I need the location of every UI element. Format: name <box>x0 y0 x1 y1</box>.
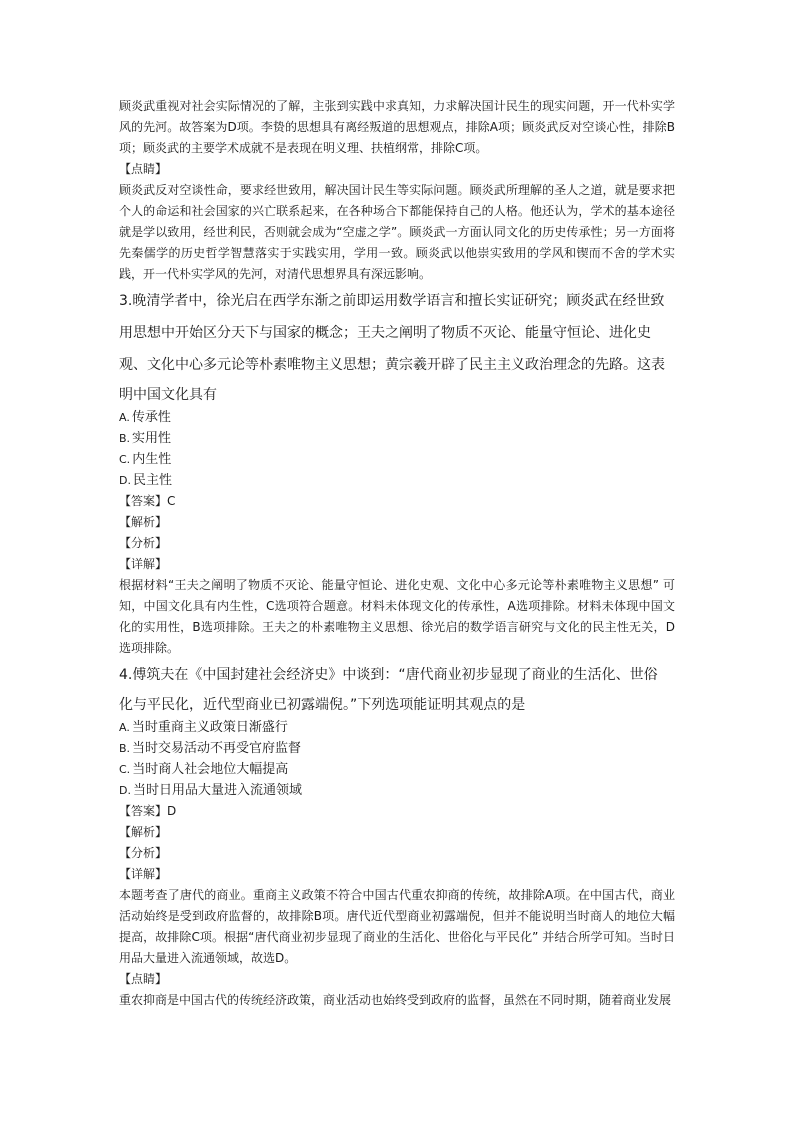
q4-option-b: B. 当时交易活动不再受官府监督 <box>119 741 302 756</box>
q3-xiangjie-label: 【详解】 <box>119 557 168 571</box>
q4-fenxi-label: 【分析】 <box>119 846 168 860</box>
q3-jiexi-label: 【解析】 <box>119 515 168 529</box>
q3-option-b: B. 实用性 <box>119 431 172 446</box>
q3-explanation: 根据材料“王夫之阐明了物质不灭论、能量守恒论、进化史观、文化中心多元论等朴素唯物主义思想” 可知，中国文化具有内生性，C选项符合题意。材料未体现文化的传承性，A选项排除。材料未体现中国文化的实用性，B选项排除。王夫之的朴素唯物主义思想、徐光启的数学语言研究与文化的民主性无关，D选项排除。 <box>119 578 675 655</box>
q4-option-c: C. 当时商人社会地位大幅提高 <box>119 762 289 777</box>
q4-stem-line-2: 化与平民化，近代型商业已初露端倪。”下列选项能证明其观点的是 <box>119 697 526 713</box>
q4-answer: 【答案】D <box>119 804 177 818</box>
q3-option-d: D. 民主性 <box>119 473 172 488</box>
q3-stem-line-2: 用思想中开始区分天下与国家的概念；王夫之阐明了物质不灭论、能量守恒论、进化史 <box>119 325 651 341</box>
q4-option-d: D. 当时日用品大量进入流通领域 <box>119 783 302 798</box>
q3-stem-line-3: 观、文化中心多元论等朴素唯物主义思想；黄宗羲开辟了民主主义政治理念的先路。这表 <box>119 357 665 373</box>
q3-option-a: A. 传承性 <box>119 410 171 425</box>
q4-stem-line-1: 4.傅筑夫在《中国封建社会经济史》中谈到：“唐代商业初步显现了商业的生活化、世俗 <box>119 667 658 683</box>
q2-analysis-text: 顾炎武重视对社会实际情况的了解，主张到实践中求真知，力求解决国计民生的现实问题，开一代朴实学风的先河。故答案为D项。李贽的思想具有离经叛道的思想观点，排除A项；顾炎武反对空谈心性，排除B项；顾炎武的主要学术成就不是表现在明义理、扶植纲常，排除C项。 <box>119 99 675 155</box>
q3-fenxi-label: 【分析】 <box>119 536 168 550</box>
q4-dianjing-text: 重农抑商是中国古代的传统经济政策，商业活动也始终受到政府的监督，虽然在不同时期，随着商业发展 <box>119 993 672 1007</box>
q4-dianjing-label: 【点睛】 <box>119 972 168 986</box>
q4-jiexi-label: 【解析】 <box>119 825 168 839</box>
q3-stem-line-1: 3.晚清学者中，徐光启在西学东渐之前即运用数学语言和擅长实证研究；顾炎武在经世致 <box>119 293 665 309</box>
q3-answer: 【答案】C <box>119 494 176 508</box>
q4-option-a: A. 当时重商主义政策日渐盛行 <box>119 720 288 735</box>
q4-explanation: 本题考查了唐代的商业。重商主义政策不符合中国古代重农抑商的传统，故排除A项。在中国古代，商业活动始终是受到政府监督的，故排除B项。唐代近代型商业初露端倪，但并不能说明当时商人的地位大幅提高，故排除C项。根据“唐代商业初步显现了商业的生活化、世俗化与平民化” 并结合所学可知。当时日用品大量进入流通领域，故选D。 <box>119 888 675 965</box>
q3-stem-line-4: 明中国文化具有 <box>119 387 217 403</box>
q2-dianjing-label: 【点睛】 <box>119 162 168 176</box>
q4-xiangjie-label: 【详解】 <box>119 867 168 881</box>
question-3 <box>119 285 675 659</box>
q3-option-c: C. 内生性 <box>119 452 172 467</box>
q2-dianjing-text: 顾炎武反对空谈性命，要求经世致用，解决国计民生等实际问题。顾炎武所理解的圣人之道，就是要求把个人的命运和社会国家的兴亡联系起来，在各种场合下都能保持自己的人格。他还认为，学术的基本途径就是学以致用，经世利民，否则就会成为“空虚之学”。顾炎武一方面认同文化的历史传承性；另一方面将先秦儒学的历史哲学智慧落实于实践实用，学用一致。顾炎武以他崇实致用的学风和锲而不舍的学术实践，开一代朴实学风的先河，对清代思想界具有深远影响。 <box>119 183 675 281</box>
question-4 <box>119 659 675 1011</box>
document-page <box>119 96 675 1011</box>
